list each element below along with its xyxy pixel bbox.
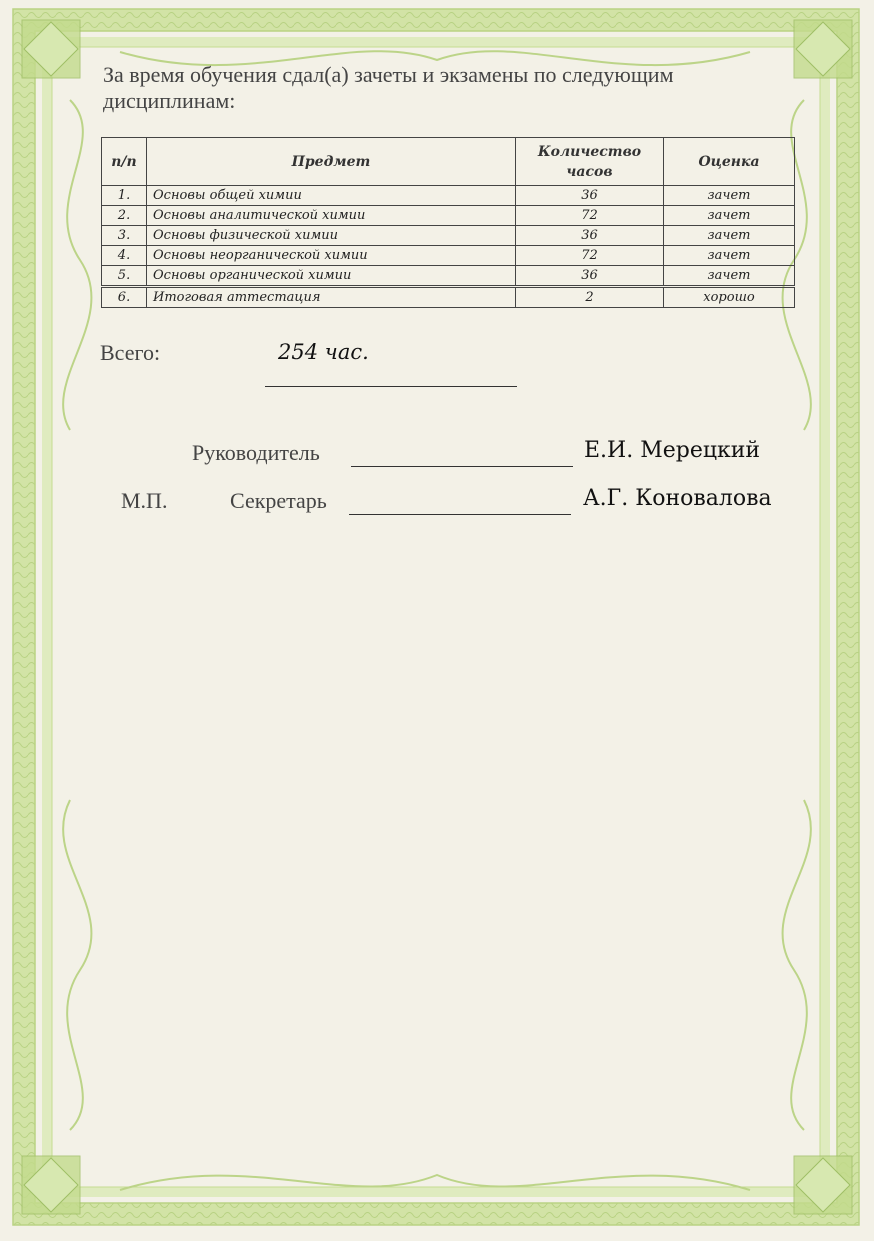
secretary-role-label: Секретарь xyxy=(230,488,327,513)
row-subject: Итоговая аттестация xyxy=(147,287,516,308)
row-num: 1. xyxy=(102,186,147,206)
row-grade: зачет xyxy=(664,266,795,287)
row-hours: 72 xyxy=(516,206,664,226)
header-hours: Количество часов xyxy=(516,138,664,186)
header-subject: Предмет xyxy=(147,138,516,186)
table-row xyxy=(102,266,795,287)
row-hours: 72 xyxy=(516,246,664,266)
row-hours: 2 xyxy=(516,287,664,308)
table-row xyxy=(102,226,795,246)
row-subject: Основы физической химии xyxy=(147,226,516,246)
row-grade: зачет xyxy=(664,206,795,226)
header-grade: Оценка xyxy=(664,138,795,186)
head-name: Е.И. Мерецкий xyxy=(584,438,761,463)
row-grade: зачет xyxy=(664,226,795,246)
row-subject: Основы неорганической химии xyxy=(147,246,516,266)
table-row xyxy=(102,206,795,226)
row-grade: хорошо xyxy=(664,287,795,308)
row-hours: 36 xyxy=(516,226,664,246)
row-num: 2. xyxy=(102,206,147,226)
row-num: 5. xyxy=(102,266,147,287)
header-num: п/п xyxy=(102,138,147,186)
total-value: 254 час. xyxy=(278,340,369,364)
row-grade: зачет xyxy=(664,186,795,206)
secretary-name: А.Г. Коновалова xyxy=(583,486,772,511)
row-grade: зачет xyxy=(664,246,795,266)
head-role-label: Руководитель xyxy=(192,440,320,465)
table-row xyxy=(102,246,795,266)
row-num: 4. xyxy=(102,246,147,266)
row-subject: Основы органической химии xyxy=(147,266,516,287)
total-underline xyxy=(265,386,517,387)
row-num: 6. xyxy=(102,287,147,308)
table-row xyxy=(102,186,795,206)
total-label: Всего: xyxy=(100,340,161,365)
row-subject: Основы аналитической химии xyxy=(147,206,516,226)
intro-text: За время обучения сдал(а) зачеты и экзамены по следующим дисциплинам: xyxy=(103,62,674,113)
grades-table xyxy=(101,137,795,308)
row-hours: 36 xyxy=(516,186,664,206)
secretary-signature-line xyxy=(349,514,571,515)
row-num: 3. xyxy=(102,226,147,246)
table-row-final xyxy=(102,287,795,308)
row-hours: 36 xyxy=(516,266,664,287)
stamp-label: М.П. xyxy=(121,488,168,513)
head-signature-line xyxy=(351,466,573,467)
row-subject: Основы общей химии xyxy=(147,186,516,206)
table-header-row xyxy=(102,138,795,186)
